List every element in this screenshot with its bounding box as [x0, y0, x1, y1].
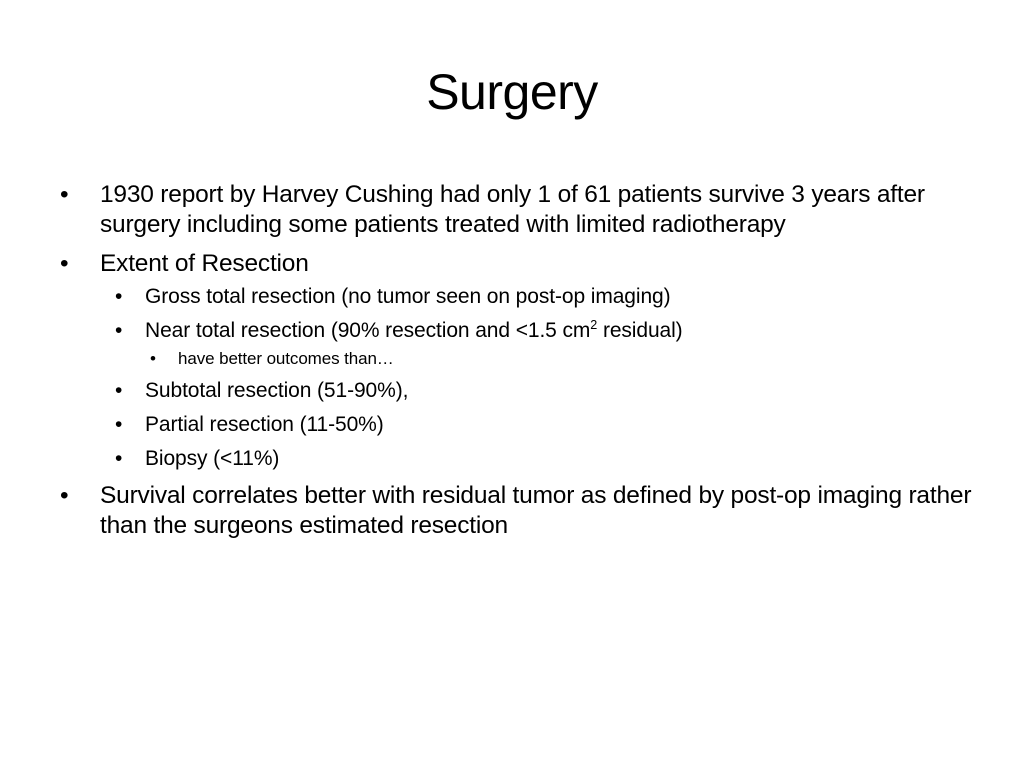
bullet-icon: •	[115, 413, 123, 436]
bullet-text: Survival correlates better with residual tumor as defined by post-op imaging rather than the surgeons estimated resection	[100, 482, 972, 539]
bullet-icon: •	[115, 319, 123, 342]
superscript: 2	[590, 318, 598, 332]
bullet-icon: •	[115, 447, 123, 470]
bullet-list	[60, 180, 975, 550]
sub-bullet-item	[115, 318, 975, 370]
bullet-text: 1930 report by Harvey Cushing had only 1 of 61 patients survive 3 years after surgery including some patients treated with limited radiotherapy	[100, 181, 925, 238]
bullet-icon: •	[115, 379, 123, 402]
sub-bullet-text: Gross total resection (no tumor seen on post-op imaging)	[145, 285, 671, 308]
bullet-item	[60, 180, 975, 240]
sub-bullet-list	[100, 284, 975, 472]
sub-sub-bullet-text: have better outcomes than…	[178, 349, 394, 368]
sub-bullet-text: Partial resection (11-50%)	[145, 413, 384, 436]
sub-sub-bullet-item	[150, 348, 975, 370]
bullet-icon: •	[60, 181, 69, 208]
sub-sub-bullet-list	[145, 348, 975, 370]
bullet-text: Extent of Resection	[100, 250, 309, 277]
bullet-item	[60, 481, 975, 541]
sub-bullet-item	[115, 284, 975, 310]
bullet-icon: •	[150, 349, 156, 368]
bullet-icon: •	[60, 250, 69, 277]
sub-bullet-text	[145, 319, 683, 342]
bullet-item	[60, 249, 975, 472]
slide-title: Surgery	[426, 64, 598, 120]
sub-bullet-text-before: Near total resection (90% resection and <1.5 cm	[145, 319, 591, 342]
bullet-icon: •	[115, 285, 123, 308]
sub-bullet-item	[115, 378, 975, 404]
sub-bullet-text: Biopsy (<11%)	[145, 447, 280, 470]
bullet-icon: •	[60, 482, 69, 509]
sub-bullet-item	[115, 412, 975, 438]
sub-bullet-text-after: residual)	[597, 319, 683, 342]
sub-bullet-text: Subtotal resection (51-90%),	[145, 379, 409, 402]
sub-bullet-item	[115, 446, 975, 472]
